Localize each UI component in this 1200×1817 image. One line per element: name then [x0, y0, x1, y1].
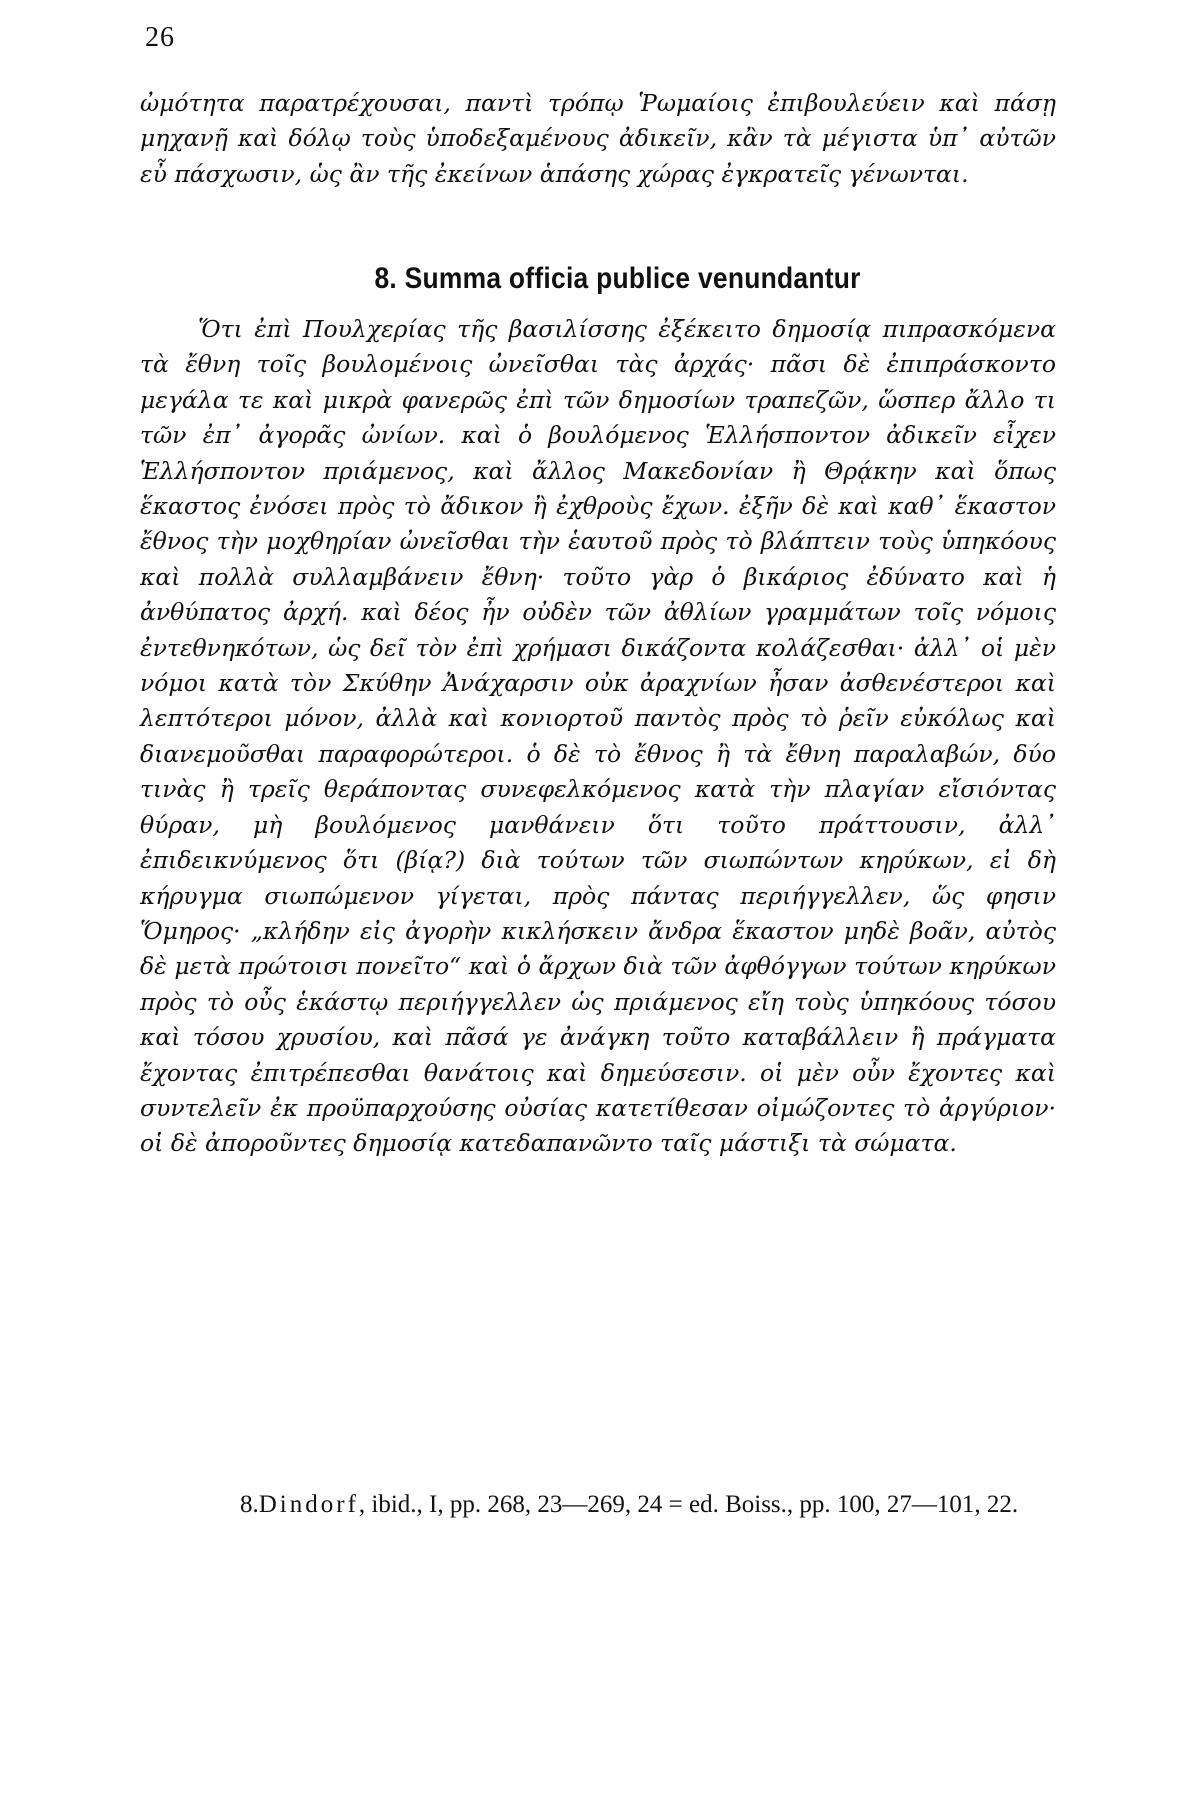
footnote	[140, 1486, 1058, 1523]
footnote-text: , ibid., I, pp. 268, 23—269, 24 = ed. Boiss., pp. 100, 27—101, 22.	[358, 1491, 1019, 1518]
body-paragraph: Ὅτι ἐπὶ Πουλχερίας τῆς βασιλίσσης ἐξέκειτο δημοσίᾳ πιπρασκόμενα τὰ ἔθνη τοῖς βουλομένοις ὠνεῖσθαι τὰς ἀρχάς· πᾶσι δὲ ἐπιπράσκοντο μεγάλα τε καὶ μικρὰ φανερῶς ἐπὶ τῶν δημοσίων τραπεζῶν, ὥσπερ ἄλλο τι τῶν ἐπ᾿ ἀγορᾶς ὠνίων. καὶ ὁ βουλόμενος Ἑλλήσποντον ἀδικεῖν εἶχεν Ἑλλήσποντον πριάμενος, καὶ ἄλλος Μακεδονίαν ἢ Θρᾴκην καὶ ὅπως ἕκαστος ἐνόσει πρὸς τὸ ἄδικον ἢ ἐχθροὺς ἔχων. ἐξῆν δὲ καὶ καθ᾿ ἕκαστον ἔθνος τὴν μοχθηρίαν ὠνεῖσθαι τὴν ἑαυτοῦ πρὸς τὸ βλάπτειν τοὺς ὑπηκόους καὶ πολλὰ συλλαμβάνειν ἔθνη· τοῦτο γὰρ ὁ βικάριος ἐδύνατο καὶ ἡ ἀνθύπατος ἀρχή. καὶ δέος ἦν οὐδὲν τῶν ἀθλίων γραμμάτων τοῖς νόμοις ἐντεθνηκότων, ὡς δεῖ τὸν ἐπὶ χρήμασι δικάζοντα κολάζεσθαι· ἀλλ᾿ οἱ μὲν νόμοι κατὰ τὸν Σκύθην Ἀνάχαρσιν οὐκ ἀραχνίων ἦσαν ἀσθενέστεροι καὶ λεπτότεροι μόνον, ἀλλὰ καὶ κονιορτοῦ παντὸς πρὸς τὸ ῥεῖν εὐκόλως καὶ διανεμοῦσθαι παραφορώτεροι. ὁ δὲ τὸ ἔθνος ἢ τὰ ἔθνη παραλαβών, δύο τινὰς ἢ τρεῖς θεράποντας συνεφελκόμενος κατὰ τὴν πλαγίαν εἴσιόντας θύραν, μὴ βουλόμενος μανθάνειν ὅτι τοῦτο πράττουσιν, ἀλλ᾿ ἐπιδεικνύμενος ὅτι (βίᾳ?) διὰ τούτων τῶν σιωπώντων κηρύκων, εἰ δὴ κήρυγμα σιωπώμενον γίγεται, πρὸς πάντας περιήγγελλεν, ὥς φησιν Ὅμηρος· „κλήδην εἰς ἀγορὴν κικλήσκειν ἄνδρα ἕκαστον μηδὲ βοᾶν, αὐτὸς δὲ μετὰ πρώτοισι πονεῖτο“ καὶ ὁ ἄρχων διὰ τῶν ἀφθόγγων τούτων κηρύκων πρὸς τὸ οὖς ἑκάστῳ περιήγγελλεν ὡς πριάμενος εἴη τοὺς ὑπηκόους τόσου καὶ τόσου χρυσίου, καὶ πᾶσά γε ἀνάγκη τοῦτο καταβάλλειν ἢ πράγματα ἔχοντας ἐπιτρέπεσθαι θανάτοις καὶ δημεύσεσιν. οἱ μὲν οὖν ἔχοντες καὶ συντελεῖν ἐκ προϋπαρχούσης οὐσίας κατετίθεσαν οἰμώζοντες τὸ ἀργύριον· οἱ δὲ ἀποροῦντες δημοσίᾳ κατεδαπανῶντο ταῖς μάστιξι τὰ σώματα.	[140, 315, 1056, 1158]
footnote-author: Dindorf	[258, 1491, 359, 1518]
section-heading	[72, 262, 1128, 296]
section-title: Summa officia publice venundantur	[404, 262, 861, 295]
section-number: 8.	[374, 262, 398, 295]
intro-paragraph: ὠμότητα παρατρέχουσαι, παντὶ τρόπῳ Ῥωμαίοις ἐπιβουλεύειν καὶ πάσῃ μηχανῇ καὶ δόλῳ τοὺς ὑποδεξαμένους ἀδικεῖν, κἂν τὰ μέγιστα ὑπ᾿ αὐτῶν εὖ πάσχωσιν, ὡς ἂν τῆς ἐκείνων ἁπάσης χώρας ἐγκρατεῖς γένωνται.	[140, 89, 1056, 188]
page-number: 26	[145, 22, 175, 53]
footnote-number: 8.	[240, 1491, 259, 1518]
